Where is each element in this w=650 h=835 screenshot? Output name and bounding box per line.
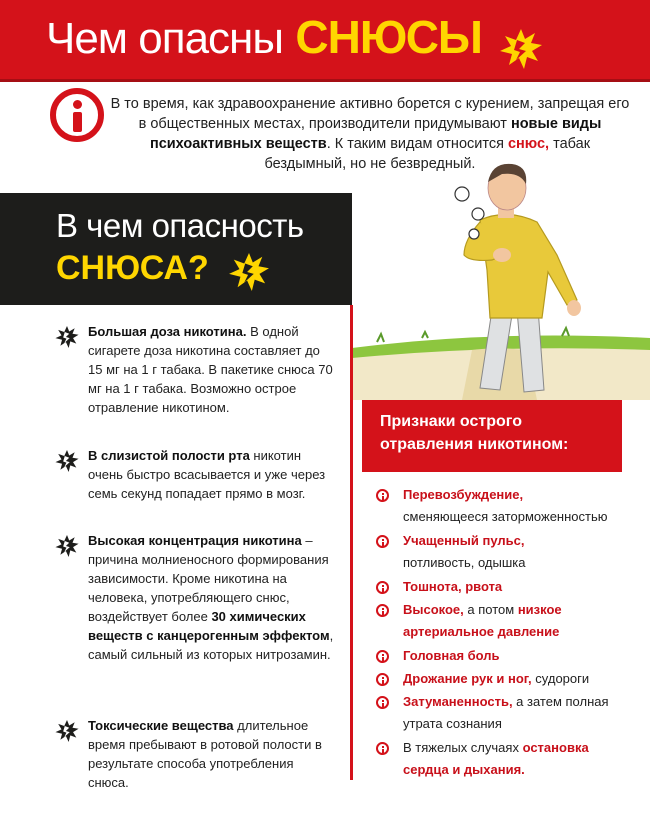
title-plain: Чем опасны xyxy=(46,14,283,63)
lightning-burst-icon xyxy=(54,326,80,348)
sign-item: В тяжелых случаях остановка сердца и дыхания. xyxy=(376,737,626,781)
info-icon xyxy=(376,604,389,617)
danger-item: Высокая концентрация никотина – причина молниеносного формирования зависимости. Кроме никотина на человека, употребляющего снюс, воздействует более 30 химических веществ с канцерогенным эффектом, самый сильный из которых нитрозамин. xyxy=(54,531,334,664)
signs-heading-box xyxy=(362,400,622,472)
sign-item: Учащенный пульс, потливость, одышка xyxy=(376,530,626,574)
sign-item: Высокое, а потом низкое артериальное давление xyxy=(376,599,626,643)
lightning-burst-icon xyxy=(228,253,270,291)
intro-red: снюс, xyxy=(507,136,550,152)
info-icon xyxy=(376,673,389,686)
info-icon xyxy=(376,489,389,502)
info-icon xyxy=(50,88,104,142)
info-icon xyxy=(376,581,389,594)
man-illustration xyxy=(352,160,650,400)
intro-bold: новые виды психоактивных веществ xyxy=(149,116,602,152)
sign-item: Дрожание рук и ног, судороги xyxy=(376,668,626,690)
sign-item: Перевозбуждение, сменяющееся заторможенностью xyxy=(376,484,626,528)
danger-heading-line2: СНЮСА? xyxy=(56,249,209,287)
lightning-burst-icon xyxy=(54,720,80,742)
column-divider xyxy=(350,305,353,780)
sign-item: Головная боль xyxy=(376,645,626,667)
title-accent: СНЮСЫ xyxy=(295,11,482,63)
danger-heading-line1: В чем опасность xyxy=(56,207,304,244)
danger-item: В слизистой полости рта никотин очень быстро всасывается и уже через семь секунд попадает прямо в мозг. xyxy=(54,446,334,503)
info-icon xyxy=(376,696,389,709)
danger-heading-box xyxy=(0,193,352,305)
signs-title: Признаки острого отравления никотином: xyxy=(380,413,569,453)
info-icon xyxy=(376,742,389,755)
sign-item: Затуманенность, а затем полная утрата сознания xyxy=(376,691,626,735)
danger-item: Большая доза никотина. В одной сигарете доза никотина составляет до 15 мг на 1 г табака. В пакетике снюса 70 мг на 1 г табака. Возможно острое отравление никотином. xyxy=(54,322,334,417)
lightning-burst-icon xyxy=(500,29,542,69)
info-icon xyxy=(376,535,389,548)
intro-text: В то время, как здравоохранение активно борется с курением, запрещая его в общественных местах, производители придумывают новые виды психоактивных веществ. К таким видам относится снюс, табак бездымный, но не безвредный. xyxy=(110,96,630,172)
info-icon xyxy=(376,650,389,663)
header-banner xyxy=(0,0,650,82)
danger-item: Токсические вещества длительное время пребывают в ротовой полости в результате способа употребления снюса. xyxy=(54,716,334,792)
lightning-burst-icon xyxy=(54,535,80,557)
sign-item: Тошнота, рвота xyxy=(376,576,626,598)
lightning-burst-icon xyxy=(54,450,80,472)
page-title xyxy=(46,10,542,69)
